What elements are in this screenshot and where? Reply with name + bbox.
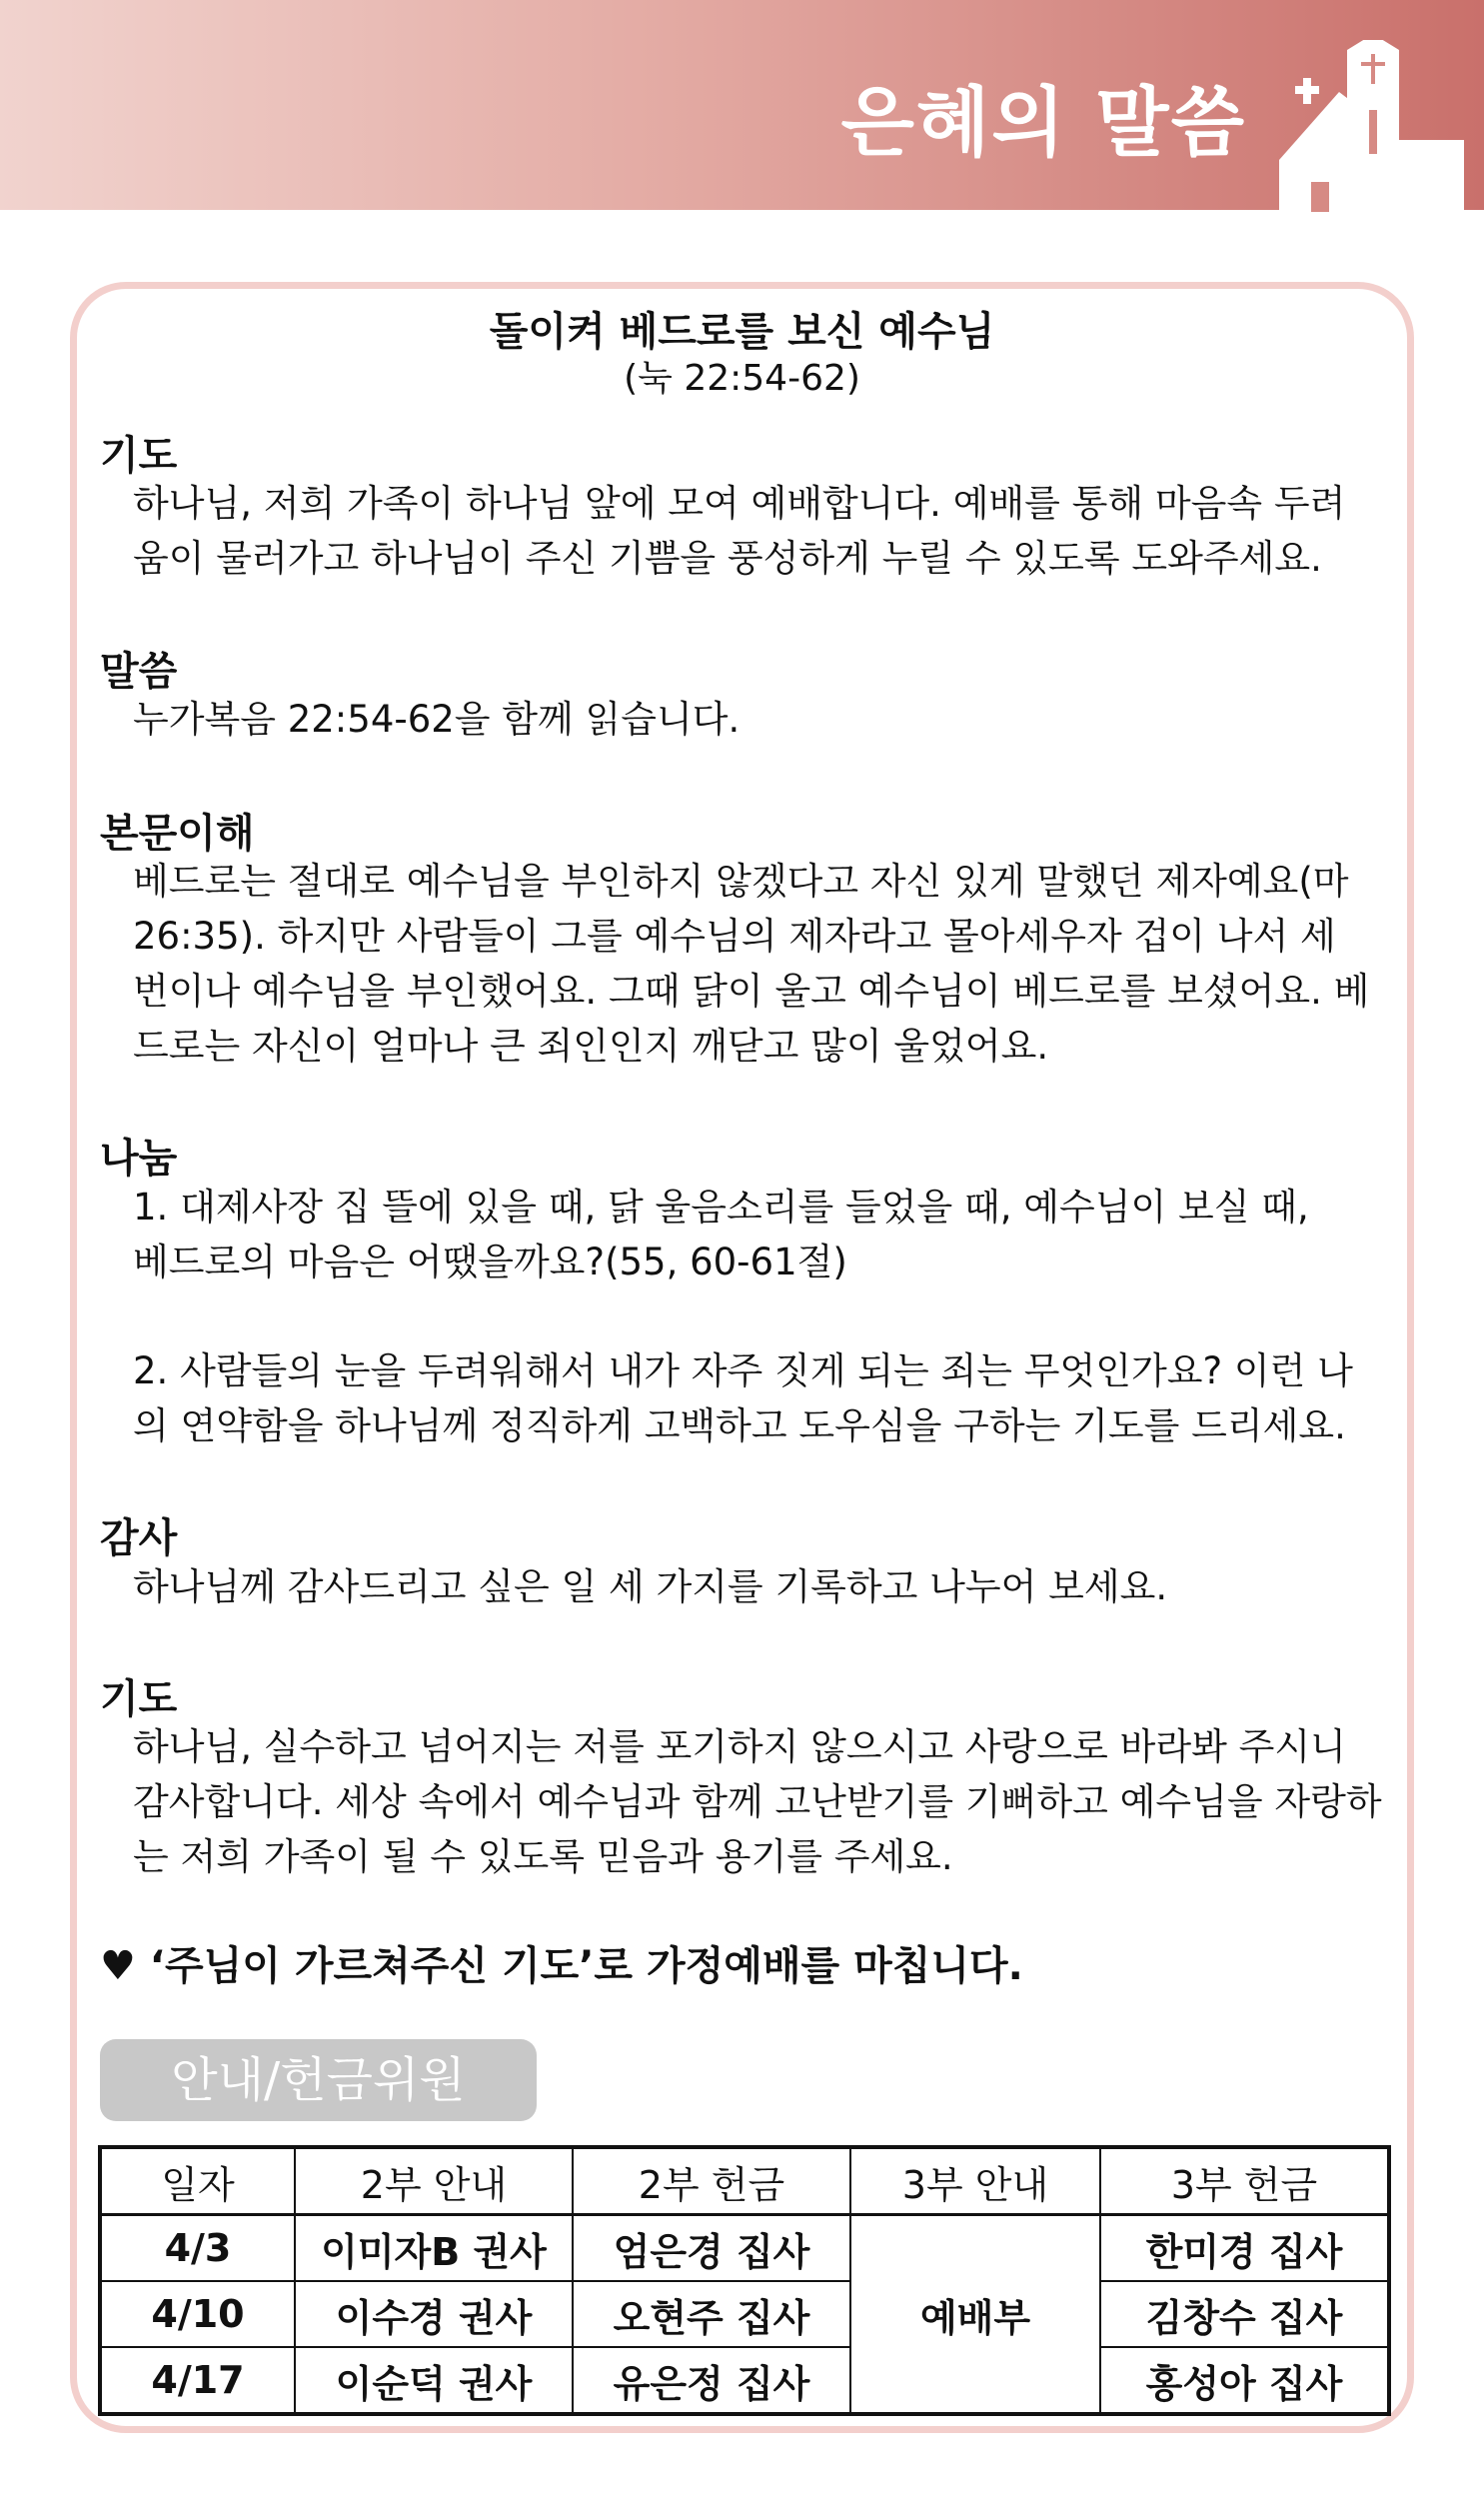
- sharing-q1-line-2: 베드로의 마음은 어땠을까요?(55, 60-61절): [133, 1241, 847, 1283]
- understanding-line-4: 드로는 자신이 얼마나 큰 죄인인지 깨닫고 많이 울었어요.: [133, 1025, 1049, 1068]
- prayer1-heading: 기도: [100, 433, 178, 479]
- cell-guide-2: 이미자B 권사: [295, 2215, 573, 2282]
- prayer1-line-1: 하나님, 저희 가족이 하나님 앞에 모여 예배합니다. 예배를 통해 마음속 두려: [133, 482, 1346, 525]
- understanding-line-1: 베드로는 절대로 예수님을 부인하지 않겠다고 자신 있게 말했던 제자예요(마: [133, 860, 1349, 903]
- cell-offering-3: 한미경 집사: [1100, 2215, 1389, 2282]
- prayer2-body: [133, 1719, 1384, 1884]
- word-line-1: 누가복음 22:54-62을 함께 읽습니다.: [133, 698, 741, 741]
- understanding-line-2: 26:35). 하지만 사람들이 그를 예수님의 제자라고 몰아세우자 겁이 나서 세: [133, 915, 1336, 958]
- word-body: [133, 692, 1384, 747]
- cell-guide-2: 이수경 권사: [295, 2281, 573, 2347]
- cell-guide-2: 이순덕 권사: [295, 2347, 573, 2414]
- thanks-line-1: 하나님께 감사드리고 싶은 일 세 가지를 기록하고 나누어 보세요.: [133, 1565, 1168, 1608]
- header-offering-3: 3부 헌금: [1100, 2147, 1389, 2215]
- header-offering-2: 2부 헌금: [573, 2147, 850, 2215]
- schedule-label: 안내/헌금위원: [100, 2039, 537, 2121]
- table-row: [100, 2347, 1389, 2414]
- header-guide-3: 3부 안내: [850, 2147, 1100, 2215]
- sharing-q1-line-1: 1. 대제사장 집 뜰에 있을 때, 닭 울음소리를 들었을 때, 예수님이 보실 때,: [133, 1186, 1309, 1229]
- church-icon: [1279, 40, 1464, 212]
- header-title: 은혜의 말씀: [840, 78, 1246, 167]
- table-row: [100, 2215, 1389, 2282]
- prayer1-line-2: 움이 물러가고 하나님이 주신 기쁨을 풍성하게 누릴 수 있도록 도와주세요.: [133, 537, 1322, 580]
- prayer2-line-1: 하나님, 실수하고 넘어지는 저를 포기하지 않으시고 사랑으로 바라봐 주시니: [133, 1725, 1346, 1768]
- prayer2-line-3: 는 저희 가족이 될 수 있도록 믿음과 용기를 주세요.: [133, 1835, 953, 1878]
- sermon-reference: (눅 22:54-62): [624, 358, 860, 399]
- cell-date: 4/10: [100, 2281, 295, 2347]
- word-heading: 말씀: [100, 649, 178, 695]
- cell-offering-3: 홍성아 집사: [1100, 2347, 1389, 2414]
- sharing-q2-line-2: 의 연약함을 하나님께 정직하게 고백하고 도우심을 구하는 기도를 드리세요.: [133, 1404, 1346, 1447]
- schedule-table: [98, 2145, 1391, 2416]
- cell-offering-2: 유은정 집사: [573, 2347, 850, 2414]
- understanding-line-3: 번이나 예수님을 부인했어요. 그때 닭이 울고 예수님이 베드로를 보셨어요. 베: [133, 970, 1370, 1013]
- sharing-heading: 나눔: [100, 1136, 178, 1182]
- cell-offering-3: 김창수 집사: [1100, 2281, 1389, 2347]
- header-date: 일자: [100, 2147, 295, 2215]
- thanks-body: [133, 1559, 1384, 1614]
- closing-note: ♥ ‘주님이 가르쳐주신 기도’로 가정예배를 마칩니다.: [100, 1943, 1023, 1989]
- header-guide-2: 2부 안내: [295, 2147, 573, 2215]
- cell-date: 4/17: [100, 2347, 295, 2414]
- cell-offering-2: 엄은경 집사: [573, 2215, 850, 2282]
- thanks-heading: 감사: [100, 1515, 178, 1561]
- sharing-q2-line-1: 2. 사람들의 눈을 두려워해서 내가 자주 짓게 되는 죄는 무엇인가요? 이런 나: [133, 1349, 1353, 1392]
- cell-offering-2: 오현주 집사: [573, 2281, 850, 2347]
- sharing-question-1: [133, 1180, 1384, 1289]
- sermon-title: 돌이켜 베드로를 보신 예수님: [489, 309, 995, 355]
- understanding-heading: 본문이해: [100, 811, 255, 857]
- prayer2-heading: 기도: [100, 1676, 178, 1722]
- header-banner: [0, 0, 1484, 210]
- sharing-question-2: [133, 1343, 1384, 1453]
- table-row: [100, 2281, 1389, 2347]
- understanding-body: [133, 854, 1384, 1074]
- table-header-row: [100, 2147, 1389, 2215]
- cell-guide-3-merged: 예배부: [850, 2215, 1100, 2415]
- prayer1-body: [133, 476, 1384, 586]
- cell-date: 4/3: [100, 2215, 295, 2282]
- prayer2-line-2: 감사합니다. 세상 속에서 예수님과 함께 고난받기를 기뻐하고 예수님을 자랑하: [133, 1780, 1382, 1823]
